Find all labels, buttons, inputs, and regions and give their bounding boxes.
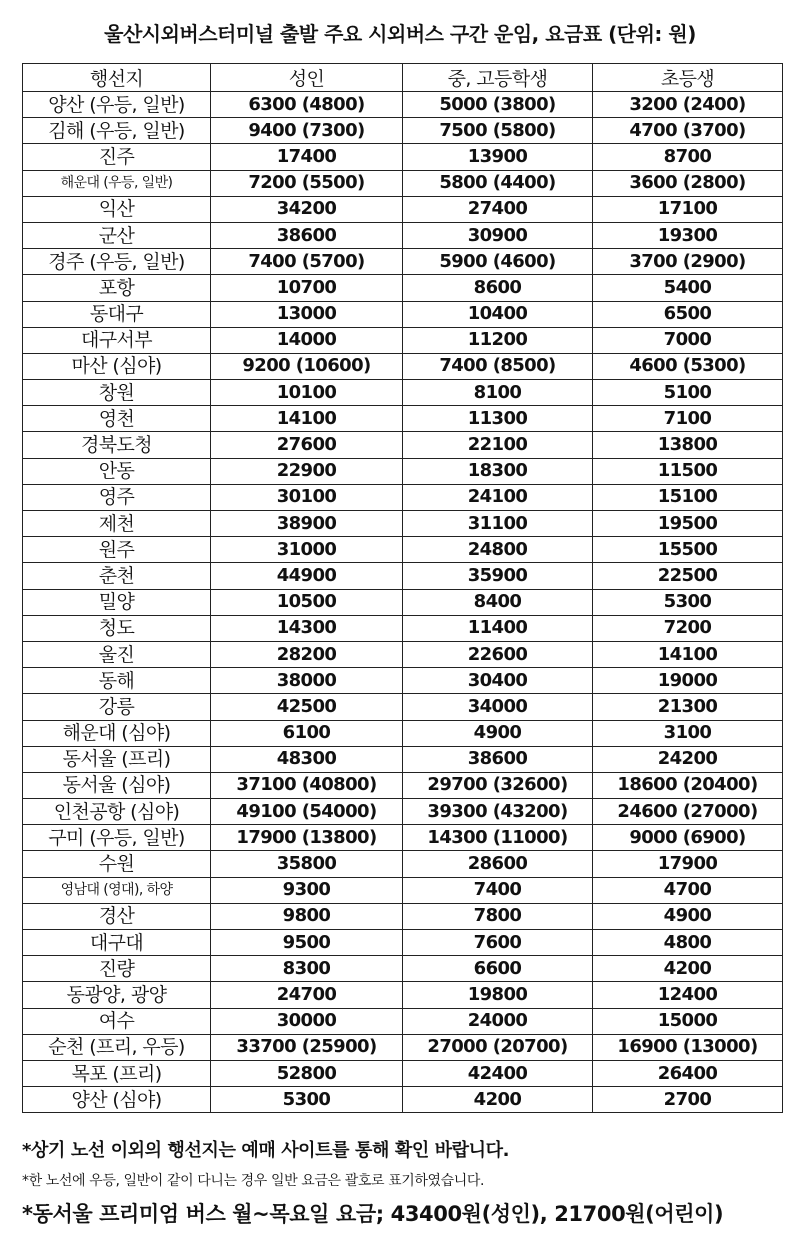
student-fare-cell: 22600 [403,641,593,667]
destination-cell: 양산 (우등, 일반) [23,92,211,118]
destination-cell: 원주 [23,537,211,563]
student-fare-cell: 5900 (4600) [403,249,593,275]
note-other-destinations: *상기 노선 이외의 행선지는 예매 사이트를 통해 확인 바랍니다. [22,1140,510,1161]
child-fare-cell: 5400 [593,275,783,301]
destination-cell: 경산 [23,903,211,929]
adult-fare-cell: 31000 [211,537,403,563]
destination-cell: 영남대 (영대), 하양 [23,877,211,903]
student-fare-cell: 27000 (20700) [403,1034,593,1060]
adult-fare-cell: 9200 (10600) [211,353,403,379]
table-row [23,1034,783,1060]
adult-fare-cell: 14100 [211,406,403,432]
adult-fare-cell: 33700 (25900) [211,1034,403,1060]
table-row [23,458,783,484]
page-title: 울산시외버스터미널 출발 주요 시외버스 구간 운임, 요금표 (단위: 원) [104,22,696,46]
student-fare-cell: 30400 [403,668,593,694]
table-row [23,694,783,720]
adult-fare-cell: 6100 [211,720,403,746]
table-row [23,196,783,222]
adult-fare-cell: 9300 [211,877,403,903]
student-fare-cell: 28600 [403,851,593,877]
table-body [23,92,783,1113]
destination-cell: 영천 [23,406,211,432]
header-adult: 성인 [211,64,403,92]
student-fare-cell: 18300 [403,458,593,484]
table-row [23,144,783,170]
table-row [23,772,783,798]
destination-cell: 안동 [23,458,211,484]
destination-cell: 창원 [23,380,211,406]
table-row [23,170,783,196]
student-fare-cell: 8400 [403,589,593,615]
adult-fare-cell: 24700 [211,982,403,1008]
destination-cell: 동대구 [23,301,211,327]
adult-fare-cell: 52800 [211,1060,403,1086]
destination-cell: 제천 [23,511,211,537]
table-row [23,1008,783,1034]
child-fare-cell: 19300 [593,222,783,248]
table-row [23,275,783,301]
child-fare-cell: 13800 [593,432,783,458]
table-row [23,746,783,772]
header-child: 초등생 [593,64,783,92]
table-row [23,903,783,929]
child-fare-cell: 6500 [593,301,783,327]
destination-cell: 경북도청 [23,432,211,458]
table-row [23,406,783,432]
student-fare-cell: 11200 [403,327,593,353]
student-fare-cell: 7400 [403,877,593,903]
child-fare-cell: 19000 [593,668,783,694]
child-fare-cell: 2700 [593,1087,783,1113]
adult-fare-cell: 7400 (5700) [211,249,403,275]
child-fare-cell: 4800 [593,930,783,956]
adult-fare-cell: 14300 [211,615,403,641]
destination-cell: 김해 (우등, 일반) [23,118,211,144]
table-row [23,327,783,353]
student-fare-cell: 39300 (43200) [403,799,593,825]
child-fare-cell: 3200 (2400) [593,92,783,118]
table-row [23,353,783,379]
child-fare-cell: 22500 [593,563,783,589]
student-fare-cell: 5000 (3800) [403,92,593,118]
destination-cell: 수원 [23,851,211,877]
child-fare-cell: 3600 (2800) [593,170,783,196]
table-row [23,380,783,406]
child-fare-cell: 4200 [593,956,783,982]
adult-fare-cell: 9800 [211,903,403,929]
table-row [23,799,783,825]
student-fare-cell: 42400 [403,1060,593,1086]
adult-fare-cell: 42500 [211,694,403,720]
destination-cell: 목포 (프리) [23,1060,211,1086]
student-fare-cell: 24100 [403,484,593,510]
child-fare-cell: 3700 (2900) [593,249,783,275]
table-row [23,589,783,615]
header-destination: 행선지 [23,64,211,92]
table-row [23,1087,783,1113]
destination-cell: 춘천 [23,563,211,589]
destination-cell: 진주 [23,144,211,170]
adult-fare-cell: 28200 [211,641,403,667]
student-fare-cell: 31100 [403,511,593,537]
table-row [23,432,783,458]
adult-fare-cell: 48300 [211,746,403,772]
destination-cell: 진량 [23,956,211,982]
child-fare-cell: 14100 [593,641,783,667]
adult-fare-cell: 37100 (40800) [211,772,403,798]
student-fare-cell: 19800 [403,982,593,1008]
adult-fare-cell: 27600 [211,432,403,458]
table-row [23,118,783,144]
student-fare-cell: 5800 (4400) [403,170,593,196]
child-fare-cell: 4900 [593,903,783,929]
table-row [23,877,783,903]
destination-cell: 구미 (우등, 일반) [23,825,211,851]
adult-fare-cell: 22900 [211,458,403,484]
destination-cell: 대구대 [23,930,211,956]
destination-cell: 동서울 (심야) [23,772,211,798]
child-fare-cell: 24200 [593,746,783,772]
student-fare-cell: 24800 [403,537,593,563]
adult-fare-cell: 13000 [211,301,403,327]
child-fare-cell: 21300 [593,694,783,720]
student-fare-cell: 8600 [403,275,593,301]
student-fare-cell: 24000 [403,1008,593,1034]
student-fare-cell: 7800 [403,903,593,929]
student-fare-cell: 11400 [403,615,593,641]
child-fare-cell: 4600 (5300) [593,353,783,379]
table-row [23,641,783,667]
child-fare-cell: 15000 [593,1008,783,1034]
adult-fare-cell: 44900 [211,563,403,589]
child-fare-cell: 19500 [593,511,783,537]
adult-fare-cell: 14000 [211,327,403,353]
student-fare-cell: 8100 [403,380,593,406]
table-row [23,1060,783,1086]
student-fare-cell: 22100 [403,432,593,458]
adult-fare-cell: 38000 [211,668,403,694]
table-row [23,301,783,327]
table-row [23,720,783,746]
student-fare-cell: 14300 (11000) [403,825,593,851]
child-fare-cell: 4700 (3700) [593,118,783,144]
student-fare-cell: 11300 [403,406,593,432]
table-row [23,537,783,563]
adult-fare-cell: 38900 [211,511,403,537]
adult-fare-cell: 35800 [211,851,403,877]
adult-fare-cell: 10500 [211,589,403,615]
destination-cell: 울진 [23,641,211,667]
table-row [23,668,783,694]
child-fare-cell: 7200 [593,615,783,641]
child-fare-cell: 4700 [593,877,783,903]
student-fare-cell: 6600 [403,956,593,982]
destination-cell: 해운대 (심야) [23,720,211,746]
adult-fare-cell: 34200 [211,196,403,222]
destination-cell: 인천공항 (심야) [23,799,211,825]
table-row [23,956,783,982]
adult-fare-cell: 38600 [211,222,403,248]
header-student: 중, 고등학생 [403,64,593,92]
table-row [23,249,783,275]
adult-fare-cell: 49100 (54000) [211,799,403,825]
table-row [23,511,783,537]
table-row [23,484,783,510]
student-fare-cell: 34000 [403,694,593,720]
child-fare-cell: 15500 [593,537,783,563]
child-fare-cell: 26400 [593,1060,783,1086]
child-fare-cell: 11500 [593,458,783,484]
student-fare-cell: 13900 [403,144,593,170]
child-fare-cell: 3100 [593,720,783,746]
table-row [23,615,783,641]
destination-cell: 강릉 [23,694,211,720]
child-fare-cell: 5100 [593,380,783,406]
adult-fare-cell: 6300 (4800) [211,92,403,118]
table-row [23,930,783,956]
destination-cell: 경주 (우등, 일반) [23,249,211,275]
destination-cell: 여수 [23,1008,211,1034]
destination-cell: 순천 (프리, 우등) [23,1034,211,1060]
child-fare-cell: 12400 [593,982,783,1008]
student-fare-cell: 35900 [403,563,593,589]
destination-cell: 동해 [23,668,211,694]
student-fare-cell: 29700 (32600) [403,772,593,798]
student-fare-cell: 38600 [403,746,593,772]
child-fare-cell: 7000 [593,327,783,353]
adult-fare-cell: 17900 (13800) [211,825,403,851]
adult-fare-cell: 30100 [211,484,403,510]
destination-cell: 군산 [23,222,211,248]
student-fare-cell: 10400 [403,301,593,327]
note-parentheses: *한 노선에 우등, 일반이 같이 다니는 경우 일반 요금은 괄호로 표기하였습니다. [22,1173,485,1189]
destination-cell: 마산 (심야) [23,353,211,379]
destination-cell: 동서울 (프리) [23,746,211,772]
destination-cell: 양산 (심야) [23,1087,211,1113]
adult-fare-cell: 8300 [211,956,403,982]
student-fare-cell: 4900 [403,720,593,746]
table-row [23,563,783,589]
table-row [23,825,783,851]
child-fare-cell: 5300 [593,589,783,615]
child-fare-cell: 17100 [593,196,783,222]
child-fare-cell: 15100 [593,484,783,510]
child-fare-cell: 17900 [593,851,783,877]
adult-fare-cell: 7200 (5500) [211,170,403,196]
student-fare-cell: 30900 [403,222,593,248]
child-fare-cell: 18600 (20400) [593,772,783,798]
note-premium-fare: *동서울 프리미엄 버스 월~목요일 요금; 43400원(성인), 21700원(어린이) [22,1202,724,1226]
destination-cell: 대구서부 [23,327,211,353]
child-fare-cell: 24600 (27000) [593,799,783,825]
student-fare-cell: 4200 [403,1087,593,1113]
table-header-row [23,64,783,92]
adult-fare-cell: 5300 [211,1087,403,1113]
adult-fare-cell: 10100 [211,380,403,406]
adult-fare-cell: 9500 [211,930,403,956]
table-row [23,92,783,118]
student-fare-cell: 27400 [403,196,593,222]
destination-cell: 동광양, 광양 [23,982,211,1008]
fare-table [22,63,783,1113]
student-fare-cell: 7400 (8500) [403,353,593,379]
table-row [23,222,783,248]
destination-cell: 청도 [23,615,211,641]
child-fare-cell: 8700 [593,144,783,170]
destination-cell: 밀양 [23,589,211,615]
student-fare-cell: 7600 [403,930,593,956]
adult-fare-cell: 9400 (7300) [211,118,403,144]
adult-fare-cell: 10700 [211,275,403,301]
table-row [23,851,783,877]
child-fare-cell: 7100 [593,406,783,432]
adult-fare-cell: 17400 [211,144,403,170]
child-fare-cell: 16900 (13000) [593,1034,783,1060]
destination-cell: 해운대 (우등, 일반) [23,170,211,196]
destination-cell: 익산 [23,196,211,222]
student-fare-cell: 7500 (5800) [403,118,593,144]
table-row [23,982,783,1008]
adult-fare-cell: 30000 [211,1008,403,1034]
destination-cell: 포항 [23,275,211,301]
destination-cell: 영주 [23,484,211,510]
child-fare-cell: 9000 (6900) [593,825,783,851]
